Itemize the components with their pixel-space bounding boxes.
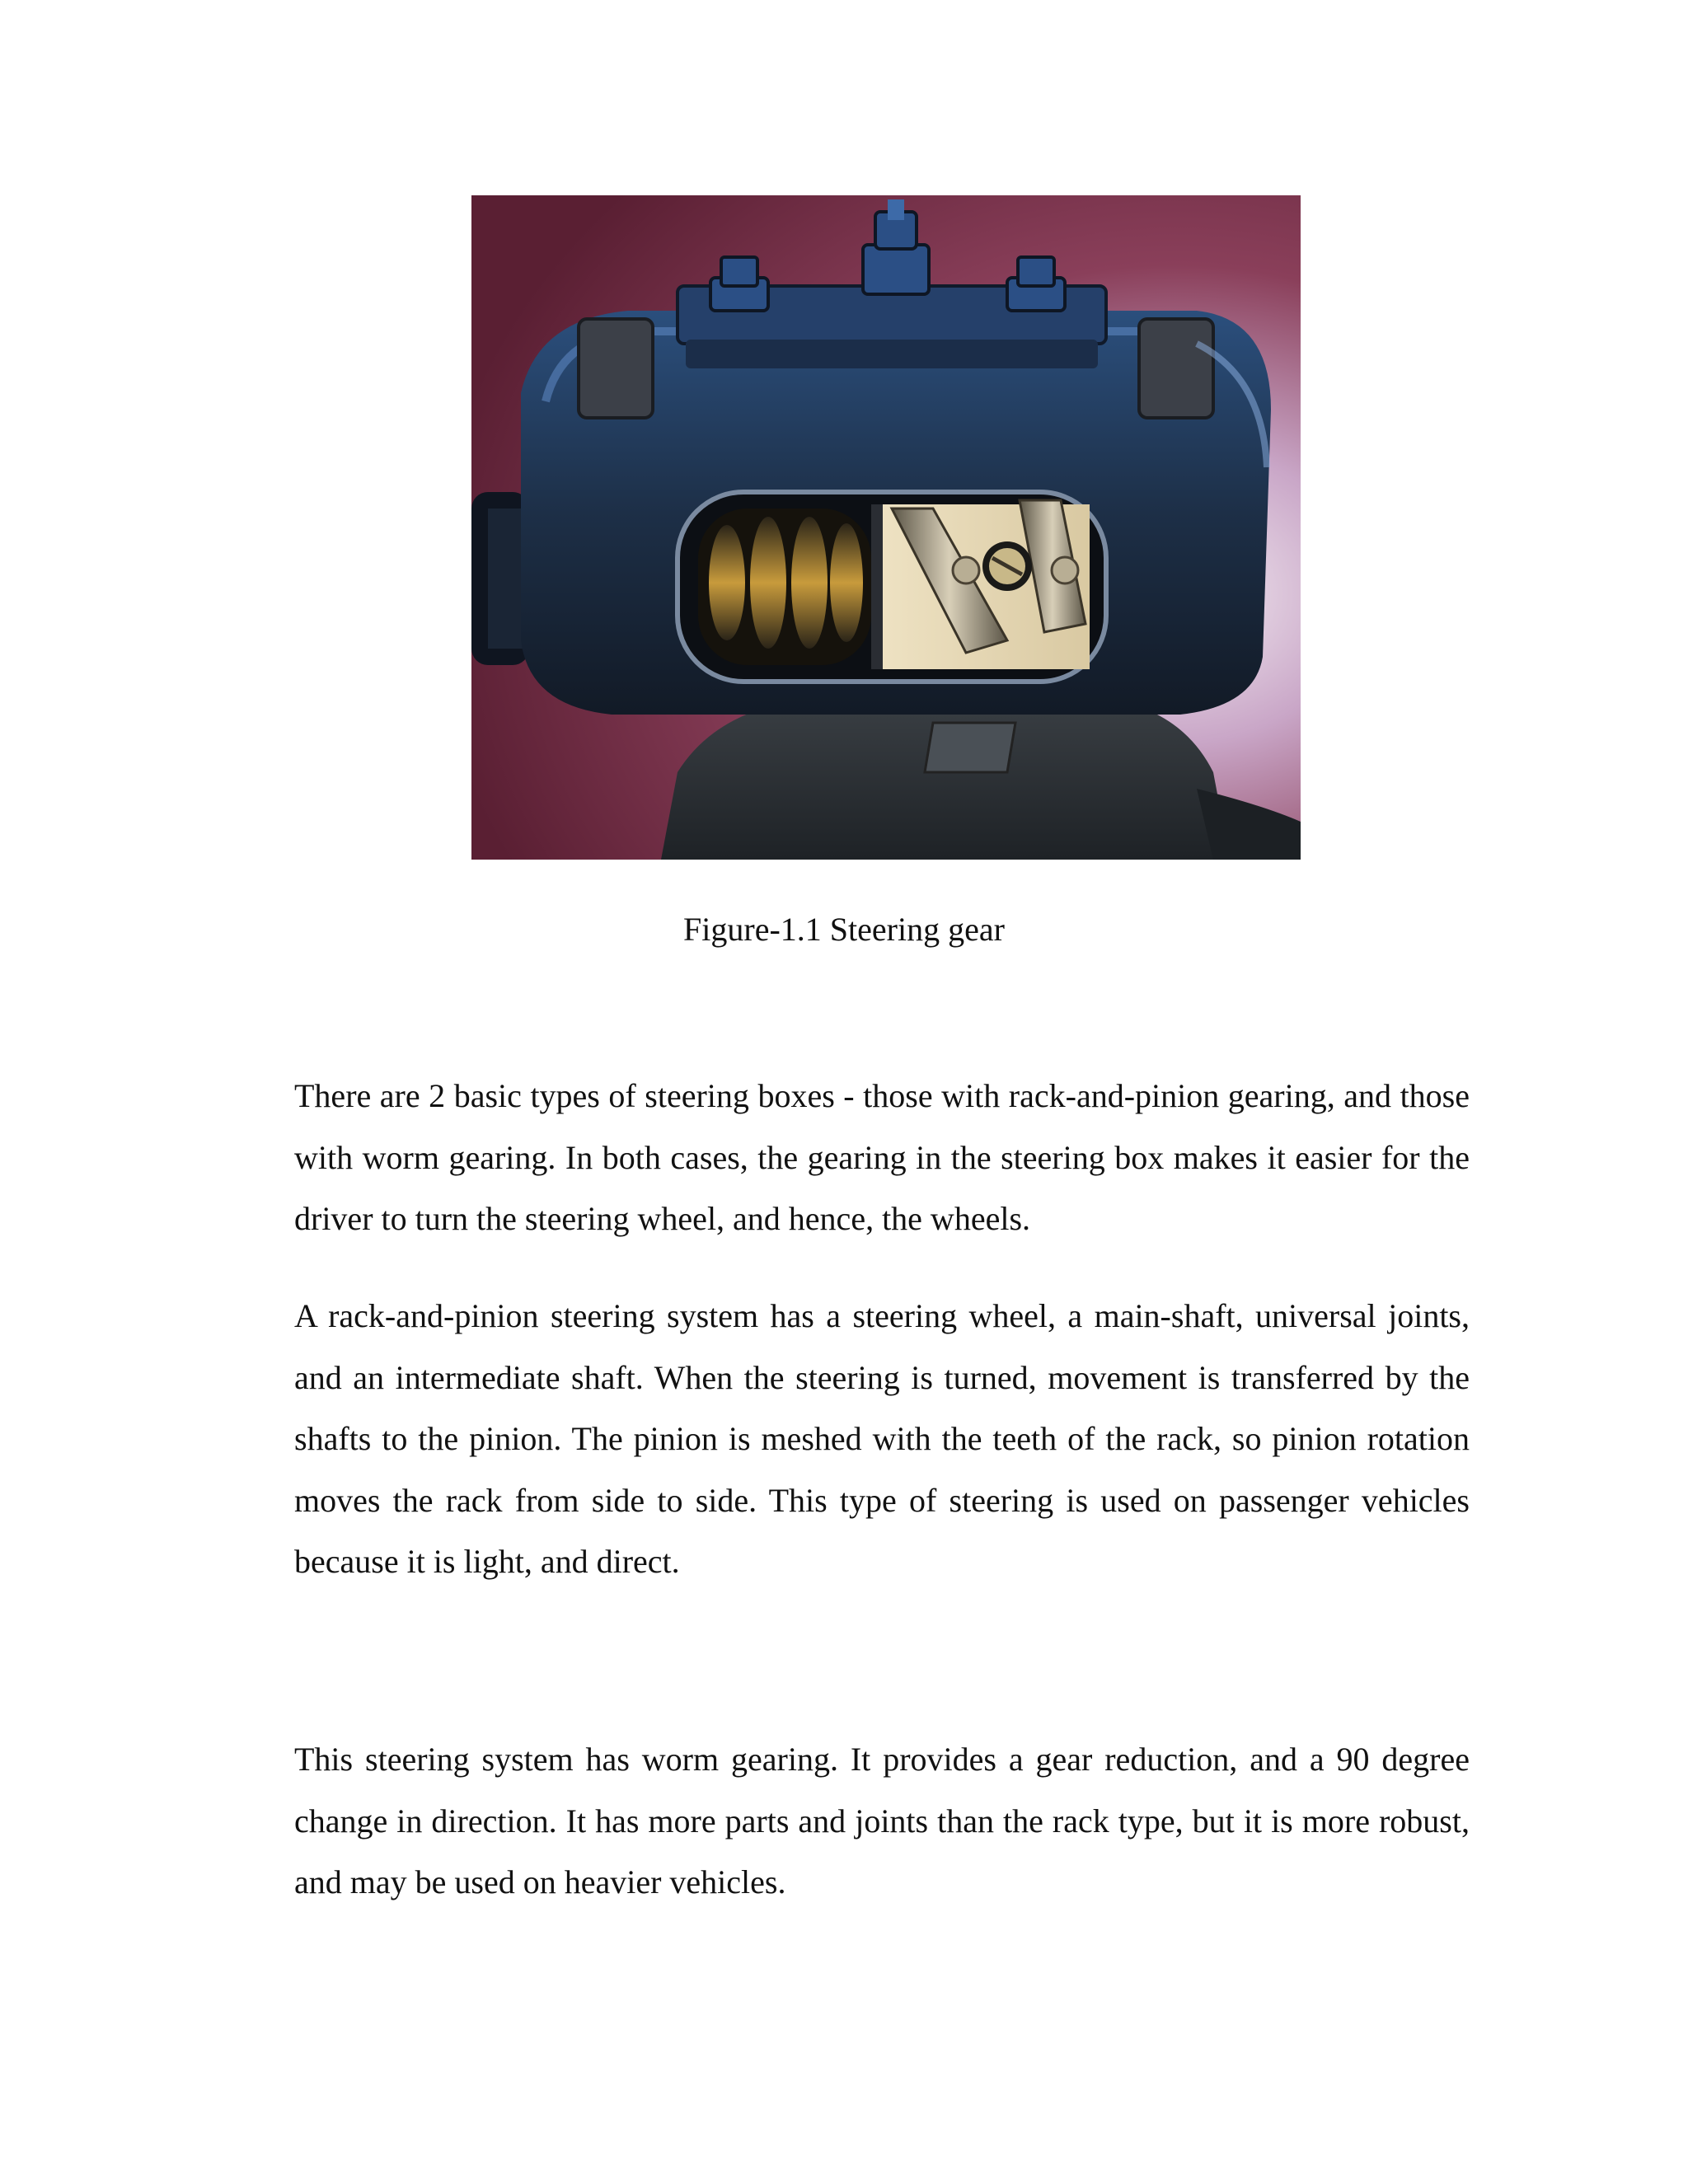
steering-gear-illustration — [471, 195, 1301, 860]
paragraph-steering-box-types: There are 2 basic types of steering boxes - those with rack-and-pinion gearing, and those with worm gearing. In both cases, the gearing in the steering box makes it easier for the driver to turn the steering wheel, and hence, the wheels. — [294, 1077, 1470, 1237]
paragraph-worm-gearing: This steering system has worm gearing. It provides a gear reduction, and a 90 degree change in direction. It has more parts and joints than the rack type, but it is more robust, and may be used on heavier vehicles. — [294, 1741, 1470, 1900]
figure-caption: Figure-1.1 Steering gear — [683, 911, 1005, 948]
paragraph-rack-and-pinion: A rack-and-pinion steering system has a steering wheel, a main-shaft, universal joints, and an intermediate shaft. When the steering is turned, movement is transferred by the shafts to the pinion. The pinion is meshed with the teeth of the rack, so pinion rotation moves the rack from side to side. This type of steering is used on passenger vehicles because it is light, and direct. — [294, 1297, 1470, 1580]
steering-gear-photo — [471, 195, 1301, 860]
